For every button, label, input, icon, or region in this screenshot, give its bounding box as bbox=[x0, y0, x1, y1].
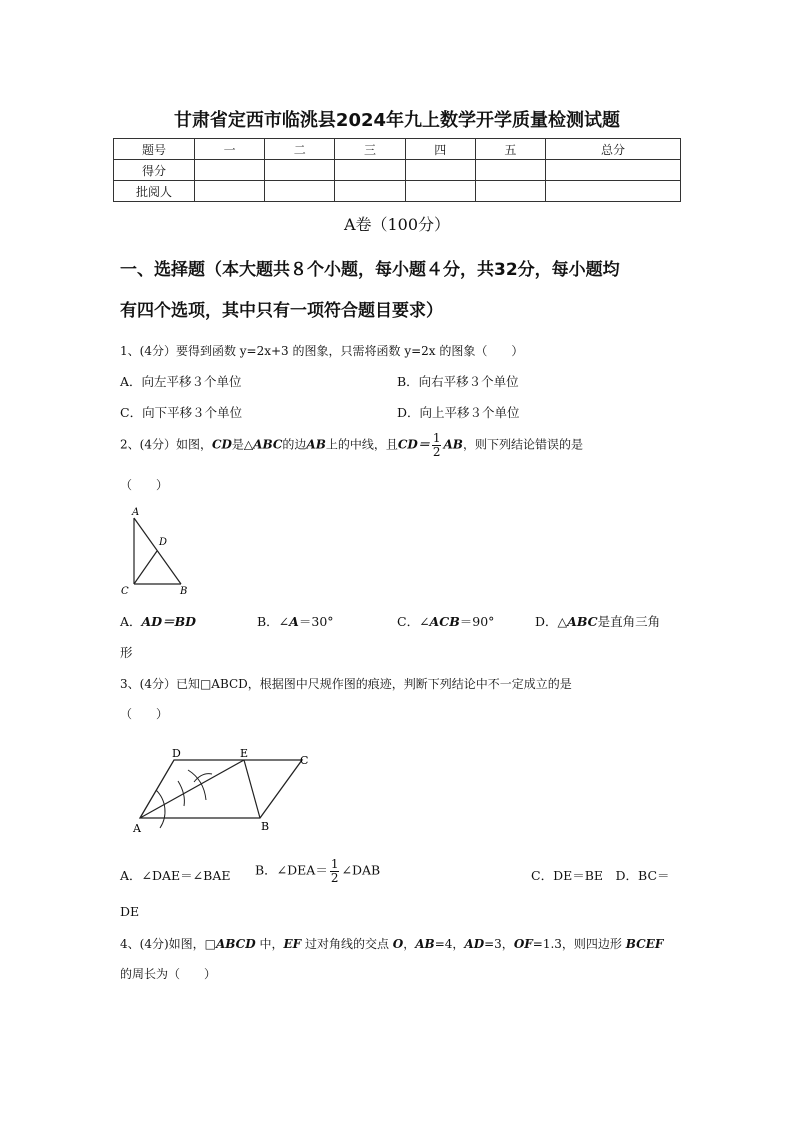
q2-option-d[interactable] bbox=[535, 612, 660, 630]
q2-text: 2、(4分）如图， bbox=[120, 437, 212, 452]
q2-option-d-wrap: 形 bbox=[120, 645, 133, 660]
score-cell[interactable] bbox=[265, 181, 335, 202]
q2-text: 的边 bbox=[282, 437, 307, 452]
score-cell[interactable] bbox=[335, 160, 405, 181]
q2-var: CD bbox=[211, 437, 232, 452]
fraction-one-half bbox=[330, 858, 340, 884]
score-header-cell: 二 bbox=[265, 139, 335, 160]
score-cell[interactable] bbox=[335, 181, 405, 202]
option-math: ABC bbox=[567, 614, 598, 629]
q3-option-cd[interactable]: C．DE＝BE D．BC＝ bbox=[531, 868, 670, 883]
score-cell[interactable] bbox=[265, 160, 335, 181]
q4-text: =3， bbox=[484, 937, 514, 951]
q1-option-b[interactable]: B．向右平移３个单位 bbox=[397, 374, 519, 389]
fraction-one-half bbox=[432, 432, 442, 458]
q3-option-b[interactable] bbox=[255, 858, 380, 884]
label-c: C bbox=[121, 586, 129, 597]
section-heading-line2: 有四个选项，其中只有一项符合题目要求） bbox=[120, 301, 443, 321]
q2-text: ，则下列结论错误的是 bbox=[462, 437, 583, 452]
option-text: 是直角三角 bbox=[597, 614, 661, 629]
q4-text: =4， bbox=[434, 937, 465, 951]
score-row-label: 得分 bbox=[114, 160, 195, 181]
q4-text: 4、(4分)如图，□ bbox=[120, 937, 216, 951]
q3-parallelogram-figure bbox=[128, 744, 328, 840]
question-2-stem bbox=[120, 432, 583, 458]
score-cell[interactable] bbox=[546, 160, 681, 181]
q2-text: 上的中线，且 bbox=[325, 437, 398, 452]
score-header-cell: 总分 bbox=[546, 139, 681, 160]
score-cell[interactable] bbox=[405, 181, 475, 202]
question-3-stem: 3、(4分）已知□ABCD，根据图中尺规作图的痕迹，判断下列结论中不一定成立的是 bbox=[120, 677, 572, 691]
option-math: A bbox=[289, 614, 299, 629]
score-cell[interactable] bbox=[195, 160, 265, 181]
option-letter: B．∠ bbox=[257, 614, 290, 629]
label-a: A bbox=[132, 507, 140, 518]
label-b: B bbox=[180, 586, 188, 597]
score-header-cell: 五 bbox=[475, 139, 545, 160]
q4-var: OF bbox=[513, 937, 533, 951]
q1-option-d[interactable]: D．向上平移３个单位 bbox=[397, 405, 520, 420]
score-header-cell: 题号 bbox=[114, 139, 195, 160]
q2-triangle-figure bbox=[118, 504, 198, 600]
segment-cd bbox=[134, 551, 157, 584]
label-d: D bbox=[159, 537, 168, 548]
q3-option-a[interactable]: A．∠DAE＝∠BAE bbox=[120, 868, 231, 883]
score-table-row bbox=[114, 160, 681, 181]
score-cell[interactable] bbox=[195, 181, 265, 202]
q4-text: =1.3，则四边形 bbox=[532, 937, 626, 951]
option-text: ＝30° bbox=[298, 614, 334, 629]
option-math: ACB bbox=[429, 614, 460, 629]
question-4-stem bbox=[120, 935, 663, 952]
q4-text: 中， bbox=[255, 937, 284, 951]
q4-var: O bbox=[392, 937, 404, 951]
option-letter: D．△ bbox=[535, 614, 568, 629]
segment-eb bbox=[244, 760, 260, 818]
volume-heading: A卷（100分） bbox=[343, 215, 451, 234]
q1-option-a[interactable]: A．向左平移３个单位 bbox=[120, 374, 242, 389]
score-table-header-row bbox=[114, 139, 681, 160]
q4-var: AB bbox=[415, 937, 435, 951]
parallelogram-abcd bbox=[140, 760, 302, 818]
label-c: C bbox=[300, 754, 309, 767]
q2-var: ABC bbox=[253, 437, 283, 452]
score-cell[interactable] bbox=[405, 160, 475, 181]
option-text: B．∠DEA＝ bbox=[255, 862, 328, 878]
score-header-cell: 一 bbox=[195, 139, 265, 160]
option-text: ∠DAB bbox=[341, 862, 381, 878]
label-b: B bbox=[261, 820, 270, 833]
q2-option-b[interactable] bbox=[257, 612, 334, 630]
section-heading-line1: 一、选择题（本大题共８个小题，每小题４分，共32分，每小题均 bbox=[120, 260, 620, 280]
q4-var: BCEF bbox=[625, 937, 664, 951]
q4-text: 过对角线的交点 bbox=[301, 937, 393, 951]
option-letter: C．∠ bbox=[397, 614, 430, 629]
q2-var: AB bbox=[306, 437, 326, 452]
score-cell[interactable] bbox=[475, 160, 545, 181]
q4-var: EF bbox=[283, 937, 302, 951]
score-cell[interactable] bbox=[475, 181, 545, 202]
score-cell[interactable] bbox=[546, 181, 681, 202]
score-table bbox=[113, 138, 681, 202]
score-row-label: 批阅人 bbox=[114, 181, 195, 202]
question-1-stem: 1、(4分）要得到函数 y=2x+3 的图象，只需将函数 y=2x 的图象（ ） bbox=[120, 344, 524, 358]
score-header-cell: 三 bbox=[335, 139, 405, 160]
fraction-denominator: 2 bbox=[432, 444, 441, 459]
label-e: E bbox=[240, 747, 249, 760]
page-title: 甘肃省定西市临洮县2024年九上数学开学质量检测试题 bbox=[173, 110, 621, 131]
q2-option-c[interactable] bbox=[397, 612, 494, 630]
q4-text: ， bbox=[403, 937, 416, 951]
q2-var: CD＝ bbox=[397, 437, 430, 452]
q2-option-a[interactable] bbox=[120, 612, 196, 630]
compass-arc-ab bbox=[178, 781, 184, 806]
score-table-row bbox=[114, 181, 681, 202]
q2-text: 是△ bbox=[231, 437, 254, 452]
q2-answer-paren: （ ） bbox=[120, 478, 169, 492]
q4-stem-line2: 的周长为（ ） bbox=[120, 967, 217, 981]
q3-answer-paren: （ ） bbox=[120, 707, 169, 721]
label-a: A bbox=[133, 822, 141, 835]
label-d: D bbox=[172, 747, 181, 760]
q4-var: ABCD bbox=[215, 937, 256, 951]
q4-var: AD bbox=[464, 937, 485, 951]
option-letter: A． bbox=[120, 614, 142, 629]
fraction-numerator: 1 bbox=[432, 431, 441, 445]
fraction-denominator: 2 bbox=[330, 870, 339, 885]
segment-ae bbox=[140, 760, 244, 818]
q3-option-wrap: DE bbox=[120, 904, 140, 919]
option-math: AD＝BD bbox=[141, 614, 196, 629]
fraction-numerator: 1 bbox=[330, 857, 339, 871]
q1-option-c[interactable]: C．向下平移３个单位 bbox=[120, 405, 243, 420]
option-text: ＝90° bbox=[459, 614, 495, 629]
score-header-cell: 四 bbox=[405, 139, 475, 160]
q2-var: AB bbox=[443, 437, 463, 452]
